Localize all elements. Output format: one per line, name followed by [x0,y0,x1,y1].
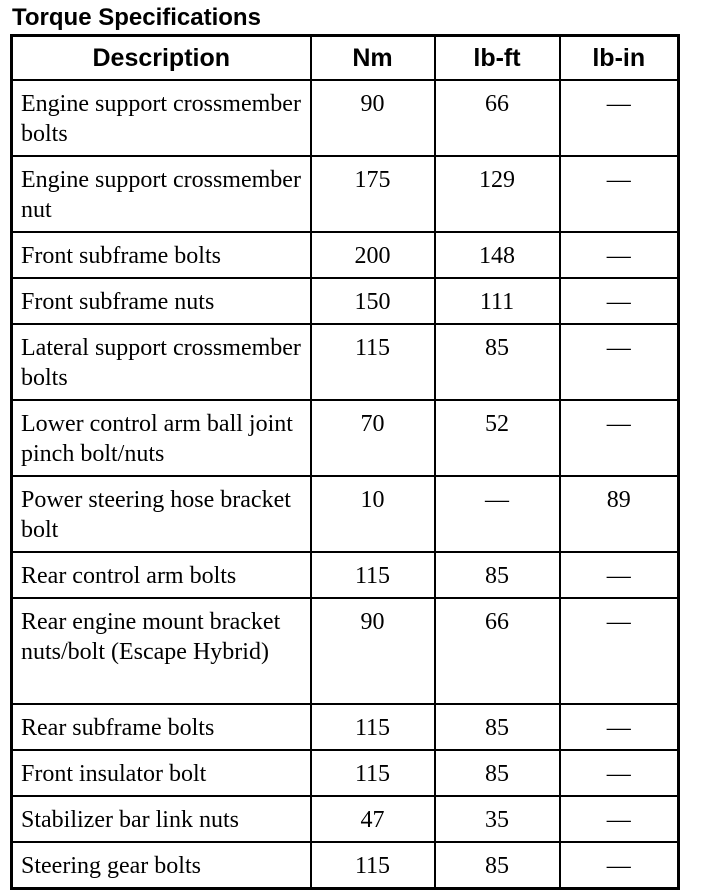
cell-lbin: — [560,232,679,278]
cell-description: Front subframe nuts [12,278,311,324]
table-row [12,400,679,476]
table-row [12,324,679,400]
cell-lbft: 111 [435,278,560,324]
cell-description: Lower control arm ball joint pinch bolt/nuts [12,400,311,476]
cell-nm: 115 [311,750,435,796]
cell-lbft: 66 [435,80,560,156]
table-row [12,156,679,232]
table-row [12,796,679,842]
cell-description: Front subframe bolts [12,232,311,278]
cell-lbin: — [560,552,679,598]
cell-nm: 115 [311,704,435,750]
column-header-description: Description [12,36,311,81]
cell-nm: 90 [311,80,435,156]
cell-nm: 175 [311,156,435,232]
cell-description: Engine support crossmember nut [12,156,311,232]
cell-lbin: — [560,598,679,704]
cell-nm: 90 [311,598,435,704]
cell-lbft: 148 [435,232,560,278]
cell-nm: 115 [311,842,435,889]
cell-lbin: — [560,842,679,889]
cell-description: Rear subframe bolts [12,704,311,750]
cell-nm: 200 [311,232,435,278]
cell-lbft: 52 [435,400,560,476]
table-row [12,750,679,796]
cell-lbft: 85 [435,750,560,796]
column-header-lbin: lb-in [560,36,679,81]
cell-description: Power steering hose bracket bolt [12,476,311,552]
cell-lbft: 66 [435,598,560,704]
torque-spec-table [10,34,680,890]
cell-lbft: 85 [435,842,560,889]
cell-lbft: — [435,476,560,552]
table-row [12,232,679,278]
cell-description: Engine support crossmember bolts [12,80,311,156]
cell-lbin: — [560,156,679,232]
column-header-lbft: lb-ft [435,36,560,81]
table-row [12,476,679,552]
cell-nm: 10 [311,476,435,552]
column-header-nm: Nm [311,36,435,81]
cell-nm: 150 [311,278,435,324]
cell-lbin: — [560,704,679,750]
cell-lbft: 85 [435,324,560,400]
table-header-row [12,36,679,81]
table-row [12,598,679,704]
cell-lbin: — [560,796,679,842]
cell-lbin: — [560,80,679,156]
table-row [12,552,679,598]
cell-nm: 115 [311,324,435,400]
table-row [12,704,679,750]
cell-description: Rear control arm bolts [12,552,311,598]
cell-lbin: — [560,278,679,324]
cell-lbin: — [560,400,679,476]
cell-lbin: 89 [560,476,679,552]
cell-description: Front insulator bolt [12,750,311,796]
cell-description: Stabilizer bar link nuts [12,796,311,842]
cell-description: Rear engine mount bracket nuts/bolt (Escape Hybrid) [12,598,311,704]
table-row [12,80,679,156]
cell-nm: 70 [311,400,435,476]
table-row [12,842,679,889]
cell-nm: 47 [311,796,435,842]
table-row [12,278,679,324]
cell-lbft: 129 [435,156,560,232]
cell-lbft: 35 [435,796,560,842]
cell-description: Lateral support crossmember bolts [12,324,311,400]
cell-lbft: 85 [435,552,560,598]
page-title: Torque Specifications [12,4,261,31]
cell-nm: 115 [311,552,435,598]
cell-lbin: — [560,324,679,400]
cell-lbin: — [560,750,679,796]
cell-lbft: 85 [435,704,560,750]
cell-description: Steering gear bolts [12,842,311,889]
